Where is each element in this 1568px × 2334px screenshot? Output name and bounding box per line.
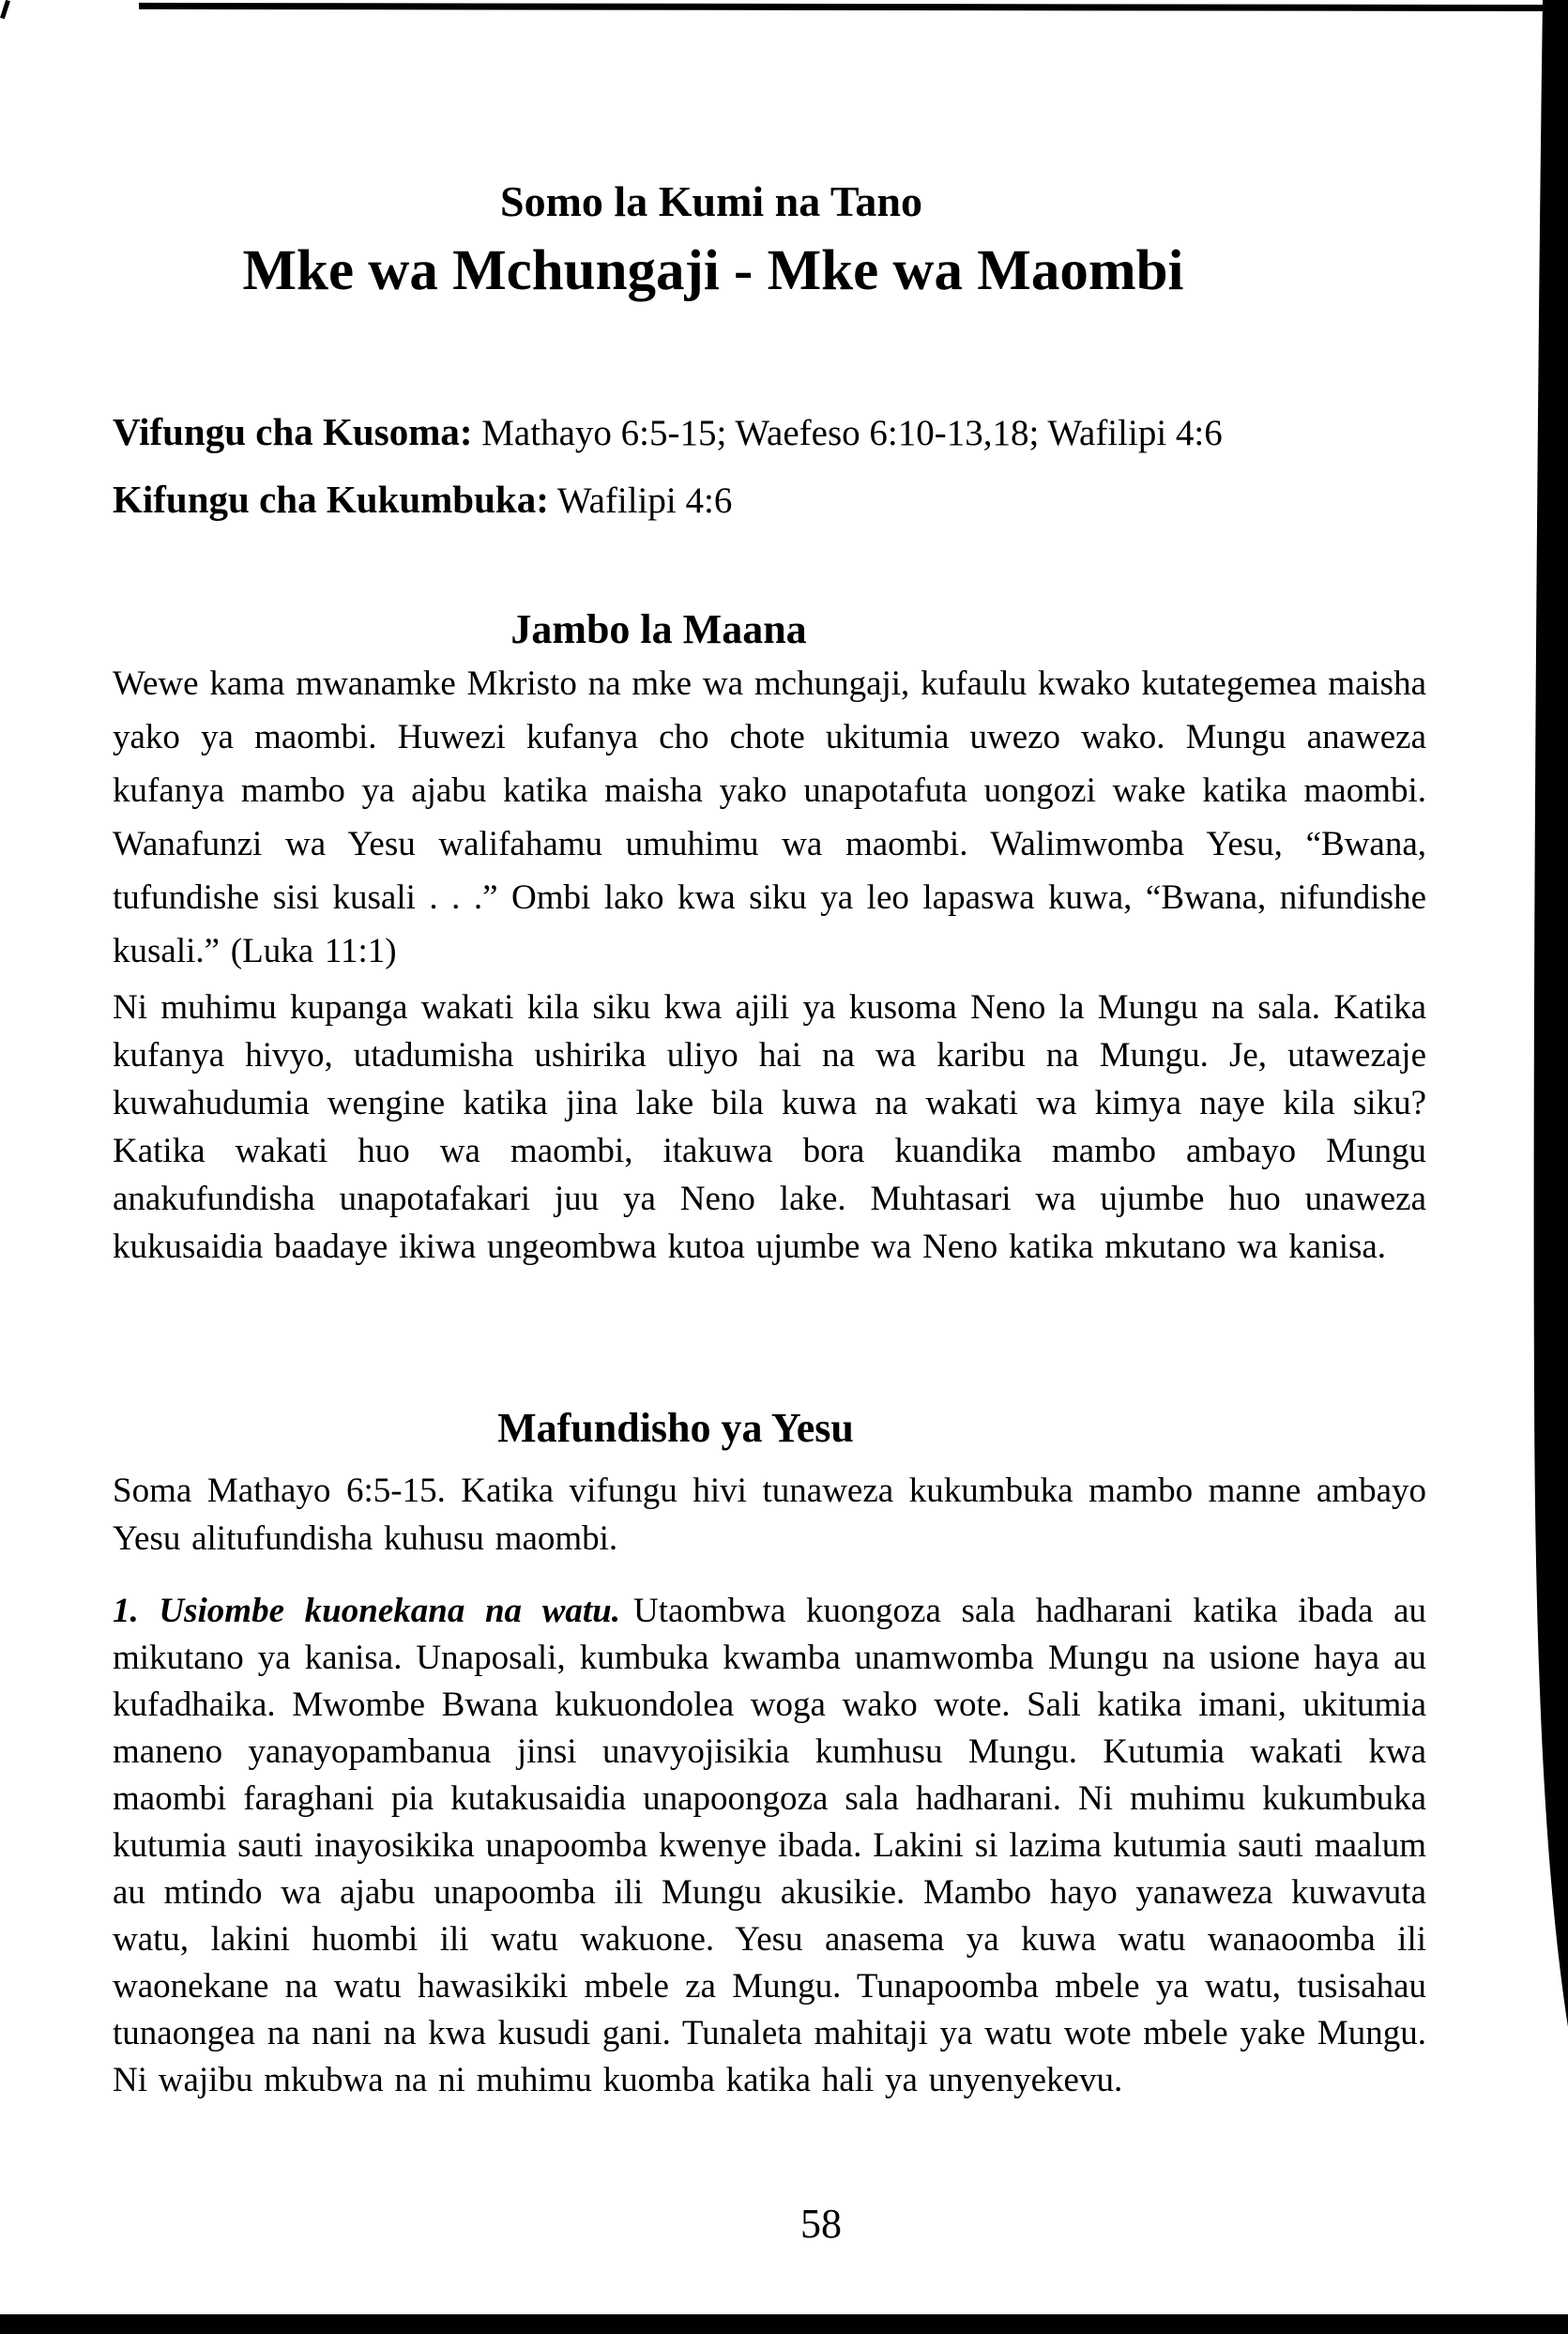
section1-paragraph-2: Ni muhimu kupanga wakati kila siku kwa ajili ya kusoma Neno la Mungu na sala. Katika kufanya hivyo, utadumisha ushirika uliyo hai na wa karibu na Mungu. Je, utawezaje kuwahudumia wengine katika jina lake bila kuwa na wakati wa kimya naye kila siku? Katika wakati huo wa maombi, itakuwa bora kuandika mambo ambayo Mungu anakufundisha unapotafakari juu ya Neno lake. Muhtasari wa ujumbe huo unaweza kukusaidia baadaye ikiwa ungeombwa kutoa ujumbe wa Neno katika mkutano wa kanisa. [113, 988, 1426, 1266]
lesson-number-heading: Somo la Kumi na Tano [500, 177, 922, 225]
section1-paragraph-1: Wewe kama mwanamke Mkristo na mke wa mchungaji, kufaulu kwako kutategemea maisha yako ya maombi. Huwezi kufanya cho chote ukitumia uwezo wako. Mungu anaweza kufanya mambo ya ajabu katika maisha yako unapotafuta uongozi wake katika maombi. Wanafunzi wa Yesu walifahamu umuhimu wa maombi. Walimwomba Yesu, “Bwana, tufundishe sisi kusali . . .” Ombi lako kwa siku ya leo lapaswa kuwa, “Bwana, nifundishe kusali.” (Luka 11:1) [113, 664, 1426, 970]
lesson-title: Mke wa Mchungaji - Mke wa Maombi [242, 239, 1184, 302]
reading-passages-label: Vifungu cha Kusoma: [113, 410, 473, 453]
memory-verse-line [113, 477, 1454, 522]
section-heading-mafundisho-ya-yesu: Mafundisho ya Yesu [497, 1405, 854, 1451]
page-number: 58 [800, 2201, 842, 2247]
memory-verse-label: Kifungu cha Kukumbuka: [113, 478, 549, 521]
scan-artifact-corner-tick [0, 0, 10, 19]
section-heading-jambo-la-maana: Jambo la Maana [510, 606, 807, 652]
numbered-item-1 [113, 1588, 1426, 2104]
scan-artifact-bottom-bar [0, 2314, 1568, 2334]
scan-artifact-right-edge [1526, 0, 1568, 2093]
section2-paragraph-1: Soma Mathayo 6:5-15. Katika vifungu hivi tunaweza kukumbuka mambo manne ambayo Yesu alitufundisha kuhusu maombi. [113, 1472, 1426, 1558]
reading-passages-line [113, 409, 1454, 454]
numbered-item-1-text: Utaombwa kuongoza sala hadharani katika ibada au mikutano ya kanisa. Unaposali, kumbuka kwamba unamwomba Mungu na usione haya au kufadhaika. Mwombe Bwana kukuondolea woga wako wote. Sali katika imani, ukitumia maneno yanayopambanua jinsi unavyojisikia kumhusu Mungu. Kutumia wakati kwa maombi faraghani pia kutakusaidia unapoongoza sala hadharani. Ni muhimu kukumbuka kutumia sauti inayosikika unapoomba kwenye ibada. Lakini si lazima kutumia sauti maalum au mtindo wa ajabu unapoomba ili Mungu akusikie. Mambo hayo yanaweza kuwavuta watu, lakini huombi ili watu wakuone. Yesu anasema ya kuwa watu wanaoomba ili waonekane na watu hawasikiki mbele za Mungu. Tunapoomba mbele ya watu, tusisahau tunaongea na nani na kwa kusudi gani. Tunaleta mahitaji ya watu wote mbele yake Mungu. Ni wajibu mkubwa na ni muhimu kuomba katika hali ya unyenyekevu. [113, 1592, 1426, 2099]
memory-verse-value: Wafilipi 4:6 [556, 481, 733, 521]
numbered-item-1-lead: 1. Usiombe kuonekana na watu. [113, 1592, 621, 1630]
scan-artifact-top-line [139, 3, 1568, 11]
reading-passages-value: Mathayo 6:5-15; Waefeso 6:10-13,18; Wafilipi 4:6 [481, 413, 1223, 453]
